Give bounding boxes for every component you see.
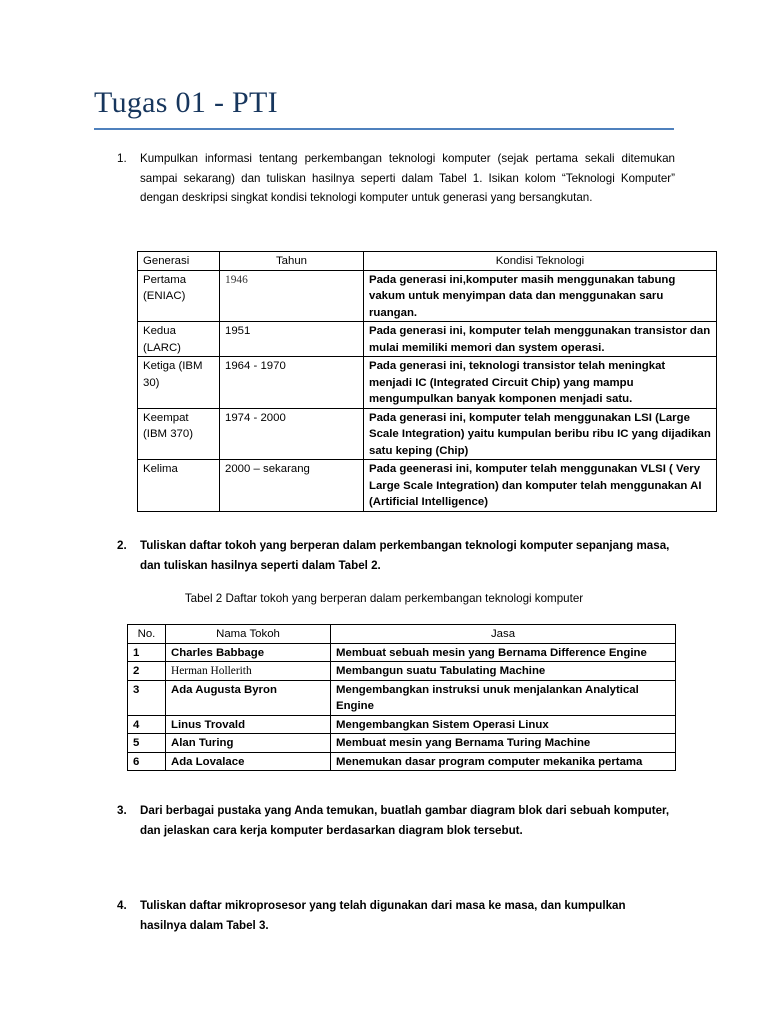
column-header-tahun: Tahun	[220, 252, 364, 271]
cell-kondisi: Pada generasi ini,komputer masih menggunakan tabung vakum untuk menyimpan data dan menggunakan saru ruangan.	[364, 270, 717, 322]
list-number: 3.	[117, 804, 127, 817]
cell-no: 6	[128, 752, 166, 771]
generation-table	[137, 251, 717, 512]
list-text: Tuliskan daftar mikroprosesor yang telah digunakan dari masa ke masa, dan kumpulkan hasilnya dalam Tabel 3.	[140, 899, 626, 932]
list-number: 2.	[117, 539, 127, 552]
cell-generasi: Pertama (ENIAC)	[138, 270, 220, 322]
cell-generasi: Kelima	[138, 460, 220, 512]
table-row	[138, 460, 717, 512]
cell-tahun: 1974 - 2000	[220, 408, 364, 460]
cell-nama: Ada Lovalace	[166, 752, 331, 771]
column-header-kondisi: Kondisi Teknologi	[364, 252, 717, 271]
column-header-nama: Nama Tokoh	[166, 625, 331, 644]
column-header-jasa: Jasa	[331, 625, 676, 644]
cell-tahun: 1946	[220, 270, 364, 322]
cell-jasa: Mengembangkan Sistem Operasi Linux	[331, 715, 676, 734]
cell-kondisi: Pada generasi ini, teknologi transistor telah meningkat menjadi IC (Integrated Circuit Chip) yang mampu mengumpulkan banyak komponen menjadi satu.	[364, 357, 717, 409]
table-header-row	[138, 252, 717, 271]
cell-nama: Linus Trovald	[166, 715, 331, 734]
cell-nama: Alan Turing	[166, 734, 331, 753]
cell-tahun: 2000 – sekarang	[220, 460, 364, 512]
cell-generasi: Keempat (IBM 370)	[138, 408, 220, 460]
cell-generasi: Ketiga (IBM 30)	[138, 357, 220, 409]
cell-nama: Herman Hollerith	[166, 662, 331, 681]
cell-jasa: Mengembangkan instruksi unuk menjalankan Analytical Engine	[331, 680, 676, 715]
column-header-generasi: Generasi	[138, 252, 220, 271]
table-row	[138, 408, 717, 460]
table-header-row	[128, 625, 676, 644]
cell-nama: Ada Augusta Byron	[166, 680, 331, 715]
column-header-no: No.	[128, 625, 166, 644]
list-number: 4.	[117, 899, 127, 912]
list-text: Kumpulkan informasi tentang perkembangan teknologi komputer (sejak pertama sekali ditemukan sampai sekarang) dan tuliskan hasilnya seperti dalam Tabel 1. Isikan kolom “Teknologi Komputer” dengan deskripsi singkat kondisi teknologi komputer untuk generasi yang bersangkutan.	[140, 152, 675, 204]
cell-no: 4	[128, 715, 166, 734]
table-caption: Tabel 2 Daftar tokoh yang berperan dalam perkembangan teknologi komputer	[184, 592, 584, 605]
cell-jasa: Membuat mesin yang Bernama Turing Machine	[331, 734, 676, 753]
cell-nama: Charles Babbage	[166, 643, 331, 662]
cell-kondisi: Pada geenerasi ini, komputer telah menggunakan VLSI ( Very Large Scale Integration) dan komputer telah menggunakan AI (Artificial Intelligence)	[364, 460, 717, 512]
table-row	[138, 270, 717, 322]
cell-no: 2	[128, 662, 166, 681]
cell-tahun: 1964 - 1970	[220, 357, 364, 409]
table-row	[128, 643, 676, 662]
cell-jasa: Membuat sebuah mesin yang Bernama Difference Engine	[331, 643, 676, 662]
table-row	[128, 680, 676, 715]
cell-jasa: Membangun suatu Tabulating Machine	[331, 662, 676, 681]
list-text: Dari berbagai pustaka yang Anda temukan, buatlah gambar diagram blok dari sebuah komputer, dan jelaskan cara kerja komputer berdasarkan diagram blok tersebut.	[140, 804, 670, 837]
table-row	[138, 322, 717, 357]
table-row	[138, 357, 717, 409]
cell-no: 1	[128, 643, 166, 662]
cell-kondisi: Pada generasi ini, komputer telah menggunakan transistor dan mulai memiliki memori dan system operasi.	[364, 322, 717, 357]
list-text: Tuliskan daftar tokoh yang berperan dalam perkembangan teknologi komputer sepanjang masa, dan tuliskan hasilnya seperti dalam Tabel 2.	[140, 539, 670, 572]
cell-no: 5	[128, 734, 166, 753]
cell-kondisi: Pada generasi ini, komputer telah menggunakan LSI (Large Scale Integration) yaitu kumpulan beribu ribu IC yang dijadikan satu keping (Chip)	[364, 408, 717, 460]
page-title: Tugas 01 - PTI	[94, 86, 278, 119]
cell-generasi: Kedua (LARC)	[138, 322, 220, 357]
cell-tahun: 1951	[220, 322, 364, 357]
figures-table	[127, 624, 676, 771]
cell-no: 3	[128, 680, 166, 715]
list-number: 1.	[117, 152, 127, 165]
title-underline	[94, 128, 674, 130]
table-row	[128, 734, 676, 753]
table-row	[128, 752, 676, 771]
table-row	[128, 662, 676, 681]
table-row	[128, 715, 676, 734]
cell-jasa: Menemukan dasar program computer mekanika pertama	[331, 752, 676, 771]
